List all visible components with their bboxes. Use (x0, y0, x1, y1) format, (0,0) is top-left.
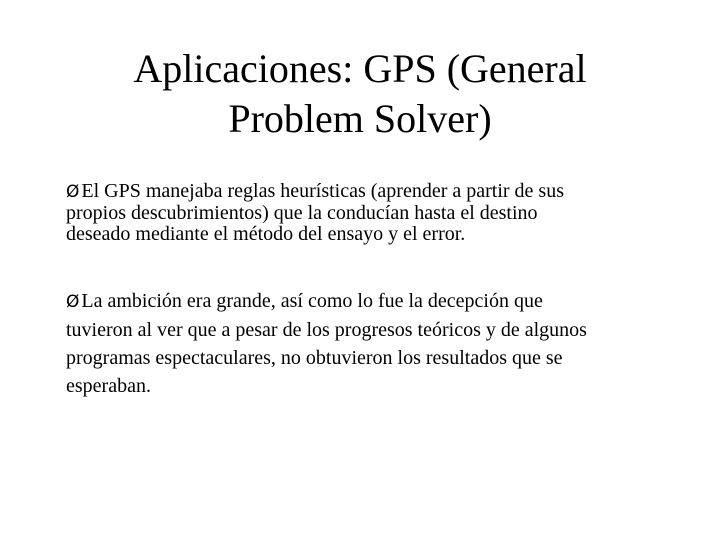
bullet-1-line-1 (66, 181, 706, 203)
bullet-arrow-icon: Ø (66, 182, 80, 202)
bullet-arrow-icon: Ø (66, 292, 80, 312)
slide-title-line-1: Aplicaciones: GPS (General (133, 46, 587, 91)
bullet-1-text-1: El GPS manejaba reglas heurísticas (aprender a partir de sus (81, 180, 564, 202)
slide-title-line-2: Problem Solver) (228, 96, 492, 141)
bullet-2-line-2: tuvieron al ver que a pesar de los progresos teóricos y de algunos (66, 319, 587, 341)
bullet-2-line-3: programas espectaculares, no obtuvieron los resultados que se (66, 347, 563, 369)
bullet-2-text-1: La ambición era grande, así como lo fue la decepción que (81, 290, 543, 312)
slide-title (60, 44, 660, 144)
bullet-1-line-2: propios descubrimientos) que la conducían hasta el destino (66, 202, 538, 224)
bullet-1-line-3: deseado mediante el método del ensayo y el error. (66, 223, 466, 245)
bullet-2-line-1 (66, 287, 706, 316)
bullet-2-line-4: esperaban. (66, 375, 151, 397)
bullet-paragraph-2 (66, 287, 706, 400)
bullet-paragraph-1 (66, 181, 706, 245)
